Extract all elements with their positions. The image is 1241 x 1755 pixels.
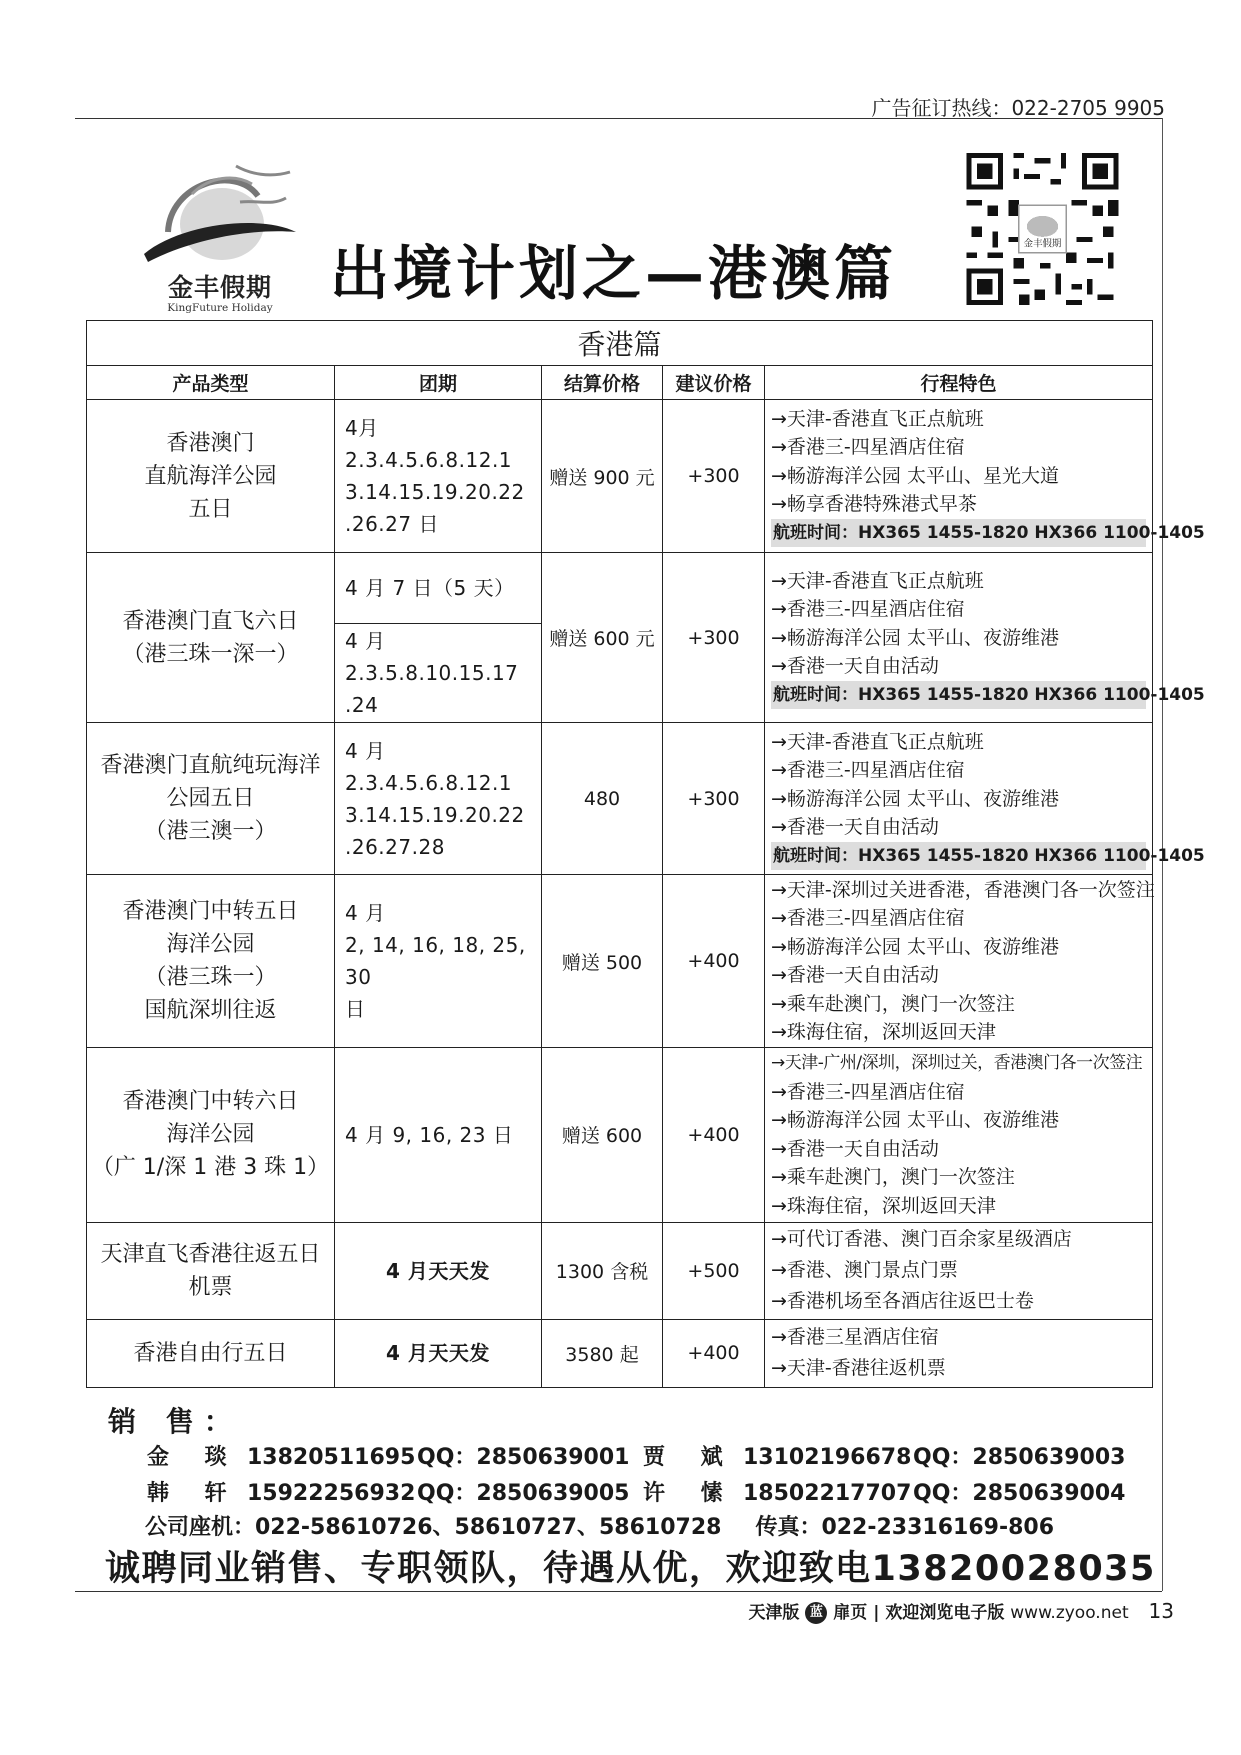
product-name: 香港澳门直飞六日 （港三珠一深一） bbox=[87, 553, 335, 723]
product-name: 香港澳门中转六日 海洋公园 （广 1/深 1 港 3 珠 1） bbox=[87, 1047, 335, 1222]
fax-number: 传真：022-23316169-806 bbox=[755, 1515, 1055, 1540]
company-phone-line bbox=[145, 1510, 1054, 1541]
col-header-product: 产品类型 bbox=[87, 366, 335, 400]
qr-label: 金丰假期 bbox=[1023, 238, 1062, 250]
feature-item: →畅游海洋公园 太平山、夜游维港 bbox=[771, 935, 1059, 958]
feature-list bbox=[765, 1047, 1153, 1222]
feature-item: →乘车赴澳门，澳门一次签注 bbox=[771, 992, 1015, 1015]
feature-item: →畅游海洋公园 太平山、夜游维港 bbox=[771, 1109, 1059, 1132]
suggested-price: +300 bbox=[663, 553, 765, 723]
hongkong-tour-table bbox=[86, 320, 1205, 1388]
feature-item: →天津-广州/深圳，深圳过关，香港澳门各一次签注 bbox=[771, 1053, 1143, 1074]
feature-item: →香港一天自由活动 bbox=[771, 964, 939, 987]
settlement-price: 1300 含税 bbox=[542, 1222, 663, 1319]
feature-list bbox=[765, 875, 1153, 1047]
feature-list bbox=[765, 1222, 1153, 1319]
suggested-price: +400 bbox=[663, 875, 765, 1047]
feature-list bbox=[765, 400, 1205, 553]
col-header-suggested-price: 建议价格 bbox=[663, 366, 765, 400]
suggested-price: +500 bbox=[663, 1222, 765, 1319]
feature-list bbox=[765, 1319, 1153, 1387]
settlement-price: 3580 起 bbox=[542, 1319, 663, 1387]
product-name: 香港澳门直航纯玩海洋 公园五日 （港三澳一） bbox=[87, 723, 335, 875]
feature-item: →畅享香港特殊港式早茶 bbox=[771, 493, 977, 516]
settlement-price: 赠送 900 元 bbox=[542, 400, 663, 553]
logo-english-name: KingFuture Holiday bbox=[167, 302, 273, 314]
feature-list bbox=[765, 553, 1205, 723]
flight-time: 航班时间：HX365 1455-1820 HX366 1100-1405 bbox=[771, 681, 1146, 710]
feature-item: →乘车赴澳门，澳门一次签注 bbox=[771, 1166, 1015, 1189]
suggested-price: +400 bbox=[663, 1319, 765, 1387]
logo-chinese-name: 金丰假期 bbox=[167, 273, 272, 302]
settlement-price: 赠送 500 bbox=[542, 875, 663, 1047]
table-row bbox=[87, 1222, 1153, 1319]
table-row bbox=[87, 1047, 1153, 1222]
tour-dates-b: 4 月 2.3.5.8.10.15.17 .24 bbox=[335, 624, 542, 723]
suggested-price: +300 bbox=[663, 723, 765, 875]
product-name: 香港自由行五日 bbox=[87, 1319, 335, 1387]
edition-badge-icon: 蓝 bbox=[805, 1602, 827, 1624]
suggested-price: +400 bbox=[663, 1047, 765, 1222]
feature-item: →畅游海洋公园 太平山、夜游维港 bbox=[771, 626, 1059, 649]
section-title: 香港篇 bbox=[87, 321, 1153, 366]
feature-item: →珠海住宿，深圳返回天津 bbox=[771, 1194, 996, 1217]
feature-list bbox=[765, 723, 1205, 875]
feature-item: →香港一天自由活动 bbox=[771, 1137, 939, 1160]
product-name: 天津直飞香港往返五日 机票 bbox=[87, 1222, 335, 1319]
page-footer: 天津版 蓝 扉页 | 欢迎浏览电子版 www.zyoo.net 13 bbox=[748, 1599, 1174, 1623]
product-name: 香港澳门 直航海洋公园 五日 bbox=[87, 400, 335, 553]
feature-item: →香港一天自由活动 bbox=[771, 655, 939, 678]
tour-dates: 4 月 9, 16, 23 日 bbox=[335, 1047, 542, 1222]
flight-time: 航班时间：HX365 1455-1820 HX366 1100-1405 bbox=[771, 519, 1146, 548]
table-row bbox=[87, 400, 1153, 553]
table-row bbox=[87, 875, 1153, 1047]
feature-item: →畅游海洋公园 太平山、夜游维港 bbox=[771, 787, 1059, 810]
tour-dates-a: 4 月 7 日（5 天） bbox=[335, 553, 542, 624]
sales-title: 销 售： bbox=[108, 1405, 242, 1438]
sales-contact: 韩 轩 15922256932QQ：2850639005 bbox=[147, 1481, 630, 1506]
page-number: 13 bbox=[1148, 1599, 1174, 1623]
feature-item: →天津-香港直飞正点航班 bbox=[771, 730, 984, 753]
product-name: 香港澳门中转五日 海洋公园 （港三珠一） 国航深圳往返 bbox=[87, 875, 335, 1047]
feature-item: →珠海住宿，深圳返回天津 bbox=[771, 1021, 996, 1044]
bottom-rule bbox=[75, 1591, 1162, 1592]
feature-item: →香港三-四星酒店住宿 bbox=[771, 598, 965, 621]
settlement-price: 赠送 600 bbox=[542, 1047, 663, 1222]
col-header-settlement-price: 结算价格 bbox=[542, 366, 663, 400]
feature-item: →香港机场至各酒店往返巴士卷 bbox=[771, 1290, 1034, 1313]
flight-time: 航班时间：HX365 1455-1820 HX366 1100-1405 bbox=[771, 842, 1146, 871]
tour-dates: 4 月天天发 bbox=[335, 1222, 542, 1319]
feature-item: →香港三星酒店住宿 bbox=[771, 1326, 939, 1349]
feature-item: →可代订香港、澳门百余家星级酒店 bbox=[771, 1228, 1072, 1251]
col-header-features: 行程特色 bbox=[765, 366, 1153, 400]
sales-contact: 许 愫 18502217707QQ：2850639004 bbox=[643, 1481, 1126, 1506]
office-phone: 公司座机：022-58610726、58610727、58610728 bbox=[145, 1515, 722, 1540]
ad-hotline: 广告征订热线：022-2705 9905 bbox=[871, 96, 1165, 120]
tour-dates: 4月 2.3.4.5.6.8.12.1 3.14.15.19.20.22 .26.27 日 bbox=[335, 400, 542, 553]
feature-item: →香港三-四星酒店住宿 bbox=[771, 1080, 965, 1103]
feature-item: →香港三-四星酒店住宿 bbox=[771, 759, 965, 782]
feature-item: →天津-香港直飞正点航班 bbox=[771, 569, 984, 592]
table-row bbox=[87, 553, 1153, 624]
feature-item: →畅游海洋公园 太平山、星光大道 bbox=[771, 464, 1059, 487]
table-row bbox=[87, 1319, 1153, 1387]
feature-item: →天津-香港直飞正点航班 bbox=[771, 407, 984, 430]
feature-item: →香港、澳门景点门票 bbox=[771, 1259, 958, 1282]
settlement-price: 赠送 600 元 bbox=[542, 553, 663, 723]
sales-contact: 贾 斌 13102196678QQ：2850639003 bbox=[643, 1445, 1126, 1470]
sales-contact: 金 琰 13820511695QQ：2850639001 bbox=[147, 1445, 630, 1470]
feature-item: →香港三-四星酒店住宿 bbox=[771, 907, 965, 930]
recruitment-line: 诚聘同业销售、专职领队，待遇从优，欢迎致电13820028035 bbox=[105, 1549, 1156, 1589]
feature-item: →天津-深圳过关进香港，香港澳门各一次签注 bbox=[771, 878, 1155, 901]
suggested-price: +300 bbox=[663, 400, 765, 553]
tour-dates: 4 月 2, 14, 16, 18, 25, 30 日 bbox=[335, 875, 542, 1047]
page-title: 出境计划之—港澳篇 bbox=[330, 239, 898, 308]
col-header-dates: 团期 bbox=[335, 366, 542, 400]
feature-item: →香港三-四星酒店住宿 bbox=[771, 436, 965, 459]
qr-code-icon bbox=[960, 153, 1125, 305]
settlement-price: 480 bbox=[542, 723, 663, 875]
tour-dates: 4 月 2.3.4.5.6.8.12.1 3.14.15.19.20.22 .26.27.28 bbox=[335, 723, 542, 875]
feature-item: →香港一天自由活动 bbox=[771, 816, 939, 839]
feature-item: →天津-香港往返机票 bbox=[771, 1357, 946, 1380]
tour-dates: 4 月天天发 bbox=[335, 1319, 542, 1387]
website-link[interactable]: www.zyoo.net bbox=[1010, 1603, 1129, 1623]
table-row bbox=[87, 723, 1153, 875]
